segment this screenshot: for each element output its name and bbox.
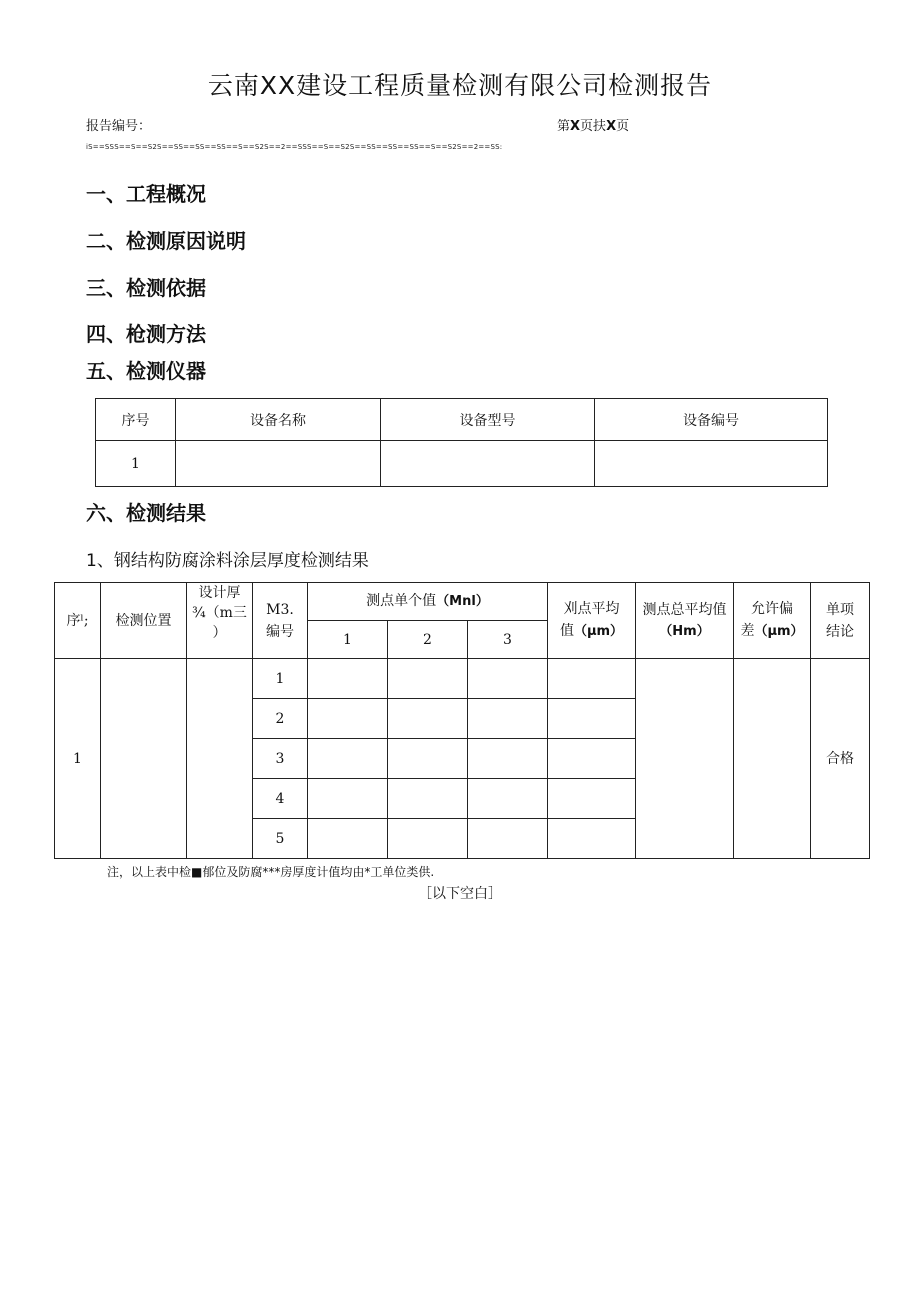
coating-thickness-table — [54, 582, 870, 859]
header-design-thickness: 设计厚 ¾（m三 ） — [187, 583, 253, 659]
header-sub-3: 3 — [468, 621, 548, 659]
result-header-row-1 — [55, 583, 870, 621]
value-cell — [388, 659, 468, 699]
table-row — [55, 659, 870, 699]
value-cell — [468, 819, 548, 859]
equipment-header-name: 设备名称 — [176, 399, 381, 441]
average-cell — [548, 699, 636, 739]
equipment-cell-name — [176, 441, 381, 487]
section-heading-method: 四、枪测方法 — [86, 322, 206, 346]
equipment-header-seq: 序号 — [96, 399, 176, 441]
header-position: 检测位置 — [101, 583, 187, 659]
average-cell — [548, 779, 636, 819]
header-allowed-deviation: 允许偏 差（μm） — [734, 583, 811, 659]
header-seq: 序ˡ; — [55, 583, 101, 659]
result-design-cell — [187, 659, 253, 859]
value-cell — [388, 819, 468, 859]
point-number-cell: 5 — [253, 819, 308, 859]
value-cell — [468, 699, 548, 739]
header-sub-1: 1 — [308, 621, 388, 659]
average-cell — [548, 659, 636, 699]
value-cell — [468, 659, 548, 699]
page-indicator: 第X页扶X页 — [557, 119, 630, 134]
section-heading-results: 六、检测结果 — [86, 501, 206, 525]
value-cell — [468, 779, 548, 819]
equipment-header-code: 设备编号 — [595, 399, 828, 441]
value-cell — [308, 819, 388, 859]
header-single-values: 测点单个值（Mnl） — [308, 583, 548, 621]
result-allowed-deviation-cell — [734, 659, 811, 859]
report-number-label: 报告编号： — [86, 119, 152, 134]
header-verdict: 单项 结论 — [811, 583, 870, 659]
result-total-average-cell — [636, 659, 734, 859]
section-heading-instruments: 五、检测仪器 — [86, 359, 206, 383]
table-row — [96, 441, 828, 487]
value-cell — [308, 779, 388, 819]
equipment-table — [95, 398, 828, 487]
report-title: 云南XX建设工程质量检测有限公司检测报告 — [207, 71, 713, 100]
equipment-cell-code — [595, 441, 828, 487]
header-point-average: 刈点平均 值（μm） — [548, 583, 636, 659]
point-number-cell: 4 — [253, 779, 308, 819]
header-total-average: 测点总平均值 （Hm） — [636, 583, 734, 659]
separator-rule: iS==SSS==S==S2S==SS==SS==SS==S==S2S==2==SSS==S==S2S==SS==SS==SS==S==S2S==2==SS: — [86, 143, 503, 151]
equipment-header-model: 设备型号 — [381, 399, 595, 441]
value-cell — [468, 739, 548, 779]
value-cell — [308, 659, 388, 699]
equipment-cell-seq: 1 — [96, 441, 176, 487]
result-subtitle: 1、钢结构防腐涂料涂层厚度检测结果 — [86, 551, 369, 571]
result-verdict-cell: 合格 — [811, 659, 870, 859]
header-sub-2: 2 — [388, 621, 468, 659]
result-seq-cell: 1 — [55, 659, 101, 859]
equipment-header-row — [96, 399, 828, 441]
value-cell — [308, 739, 388, 779]
value-cell — [388, 779, 468, 819]
result-position-cell — [101, 659, 187, 859]
average-cell — [548, 739, 636, 779]
point-number-cell: 2 — [253, 699, 308, 739]
section-heading-overview: 一、工程概况 — [86, 182, 206, 206]
header-point-number: M3. 编号 — [253, 583, 308, 659]
average-cell — [548, 819, 636, 859]
value-cell — [388, 699, 468, 739]
point-number-cell: 1 — [253, 659, 308, 699]
section-heading-basis: 三、检测依据 — [86, 276, 206, 300]
section-heading-reason: 二、检测原因说明 — [86, 229, 246, 253]
blank-below-label: ［以下空白］ — [418, 886, 502, 902]
equipment-cell-model — [381, 441, 595, 487]
point-number-cell: 3 — [253, 739, 308, 779]
value-cell — [308, 699, 388, 739]
value-cell — [388, 739, 468, 779]
table-note: 注，以上表中检■郁位及防腐***房厚度计值均由*工单位类供. — [107, 865, 435, 879]
